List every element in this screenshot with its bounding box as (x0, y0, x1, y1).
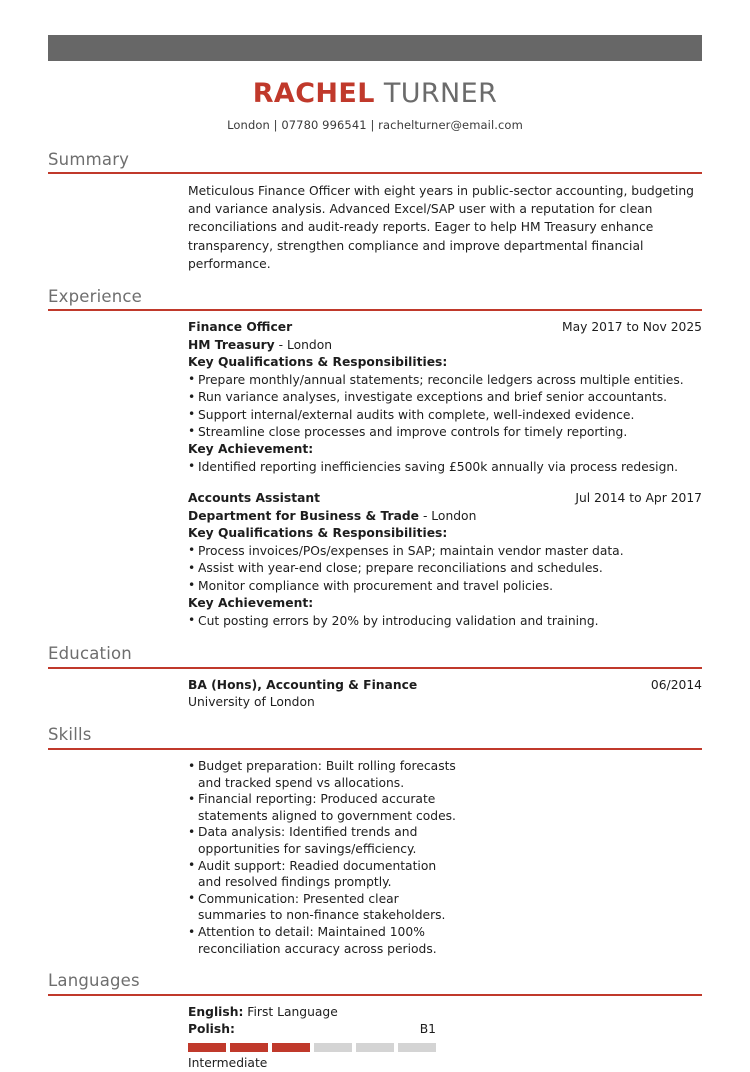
job-date: May 2017 to Nov 2025 (562, 320, 702, 335)
proficiency-segment (272, 1043, 310, 1052)
job-location: - London (419, 508, 477, 523)
experience-body (48, 311, 702, 630)
skill-item: • Budget preparation: Built rolling forecasts and tracked spend vs allocations. (188, 758, 456, 791)
language-name: Polish: (188, 1022, 235, 1037)
job-bullet: • Process invoices/POs/expenses in SAP; maintain vendor master data. (188, 543, 702, 560)
language-entry (188, 1004, 702, 1021)
section-education (48, 644, 702, 712)
full-name (48, 79, 702, 109)
job-title: Finance Officer (188, 320, 293, 335)
languages-body (48, 996, 702, 1072)
experience-entry (188, 319, 702, 476)
section-languages (48, 971, 702, 1072)
achievement-label: Key Achievement: (188, 596, 314, 611)
section-heading-languages: Languages (48, 971, 702, 996)
contact-line: London | 07780 996541 | rachelturner@email.com (227, 117, 523, 132)
achievement-label: Key Achievement: (188, 442, 314, 457)
skill-item: • Data analysis: Identified trends and opportunities for savings/efficiency. (188, 824, 456, 857)
job-location: - London (274, 337, 333, 352)
job-bullet: • Monitor compliance with procurement and travel policies. (188, 578, 702, 595)
language-proficiency-bar (188, 1043, 436, 1052)
job-title-row (188, 319, 702, 336)
section-heading-experience: Experience (48, 287, 702, 312)
education-degree: BA (Hons), Accounting & Finance (188, 677, 418, 692)
proficiency-segment (398, 1043, 436, 1052)
job-org-name: Department for Business & Trade (188, 508, 420, 523)
language-name-row (188, 1021, 436, 1038)
experience-entry (188, 490, 702, 630)
education-degree-row (188, 677, 702, 694)
education-school: University of London (188, 695, 315, 710)
job-organization (188, 337, 702, 354)
header-gray-band (48, 35, 702, 61)
last-name: TURNER (383, 78, 498, 109)
skill-item: • Financial reporting: Produced accurate statements aligned to government codes. (188, 791, 456, 824)
job-date: Jul 2014 to Apr 2017 (575, 491, 702, 506)
section-experience (48, 287, 702, 630)
first-name: RACHEL (252, 78, 375, 109)
resume-content (48, 0, 702, 1072)
job-bullets (188, 543, 702, 595)
proficiency-segment (188, 1043, 226, 1052)
language-entry (188, 1021, 702, 1072)
section-skills (48, 725, 702, 957)
job-achievements (188, 613, 702, 630)
qualifications-label: Key Qualifications & Responsibilities: (188, 526, 448, 541)
job-bullets (188, 372, 702, 442)
proficiency-segment (314, 1043, 352, 1052)
job-achievements (188, 459, 702, 476)
skill-item: • Attention to detail: Maintained 100% reconciliation accuracy across periods. (188, 924, 456, 957)
language-caption: Intermediate (188, 1055, 268, 1070)
section-summary (48, 150, 702, 273)
job-bullet: • Assist with year-end close; prepare reconciliations and schedules. (188, 560, 702, 577)
achievement-bullet: • Identified reporting inefficiencies saving £500k annually via process redesign. (188, 459, 702, 476)
education-body (48, 669, 702, 712)
achievement-bullet: • Cut posting errors by 20% by introducing validation and training. (188, 613, 702, 630)
proficiency-segment (356, 1043, 394, 1052)
language-value: First Language (243, 1004, 338, 1019)
qualifications-label: Key Qualifications & Responsibilities: (188, 355, 448, 370)
job-bullet: • Run variance analyses, investigate exceptions and brief senior accountants. (188, 389, 702, 406)
summary-body (48, 174, 702, 272)
job-title-row (188, 490, 702, 507)
summary-text: Meticulous Finance Officer with eight years in public-sector accounting, budgeting and variance analysis. Advanced Excel/SAP user with a reputation for clean reconciliations and audit-ready reports. Eager to help HM Treasury enhance transparency, strengthen compliance and improve departmental financial performance. (188, 184, 694, 271)
job-bullet: • Support internal/external audits with complete, well-indexed evidence. (188, 407, 702, 424)
education-entry (188, 677, 702, 712)
skill-item: • Audit support: Readied documentation and resolved findings promptly. (188, 858, 456, 891)
job-title: Accounts Assistant (188, 491, 321, 506)
skill-item: • Communication: Presented clear summaries to non-finance stakeholders. (188, 891, 456, 924)
section-heading-summary: Summary (48, 150, 702, 175)
proficiency-segment (230, 1043, 268, 1052)
job-bullet: • Streamline close processes and improve controls for timely reporting. (188, 424, 702, 441)
section-heading-education: Education (48, 644, 702, 669)
section-heading-skills: Skills (48, 725, 702, 750)
education-date: 06/2014 (650, 677, 702, 692)
language-level-code: B1 (419, 1022, 436, 1037)
job-bullet: • Prepare monthly/annual statements; reconcile ledgers across multiple entities. (188, 372, 702, 389)
skills-list (188, 758, 456, 957)
language-name: English: (188, 1004, 244, 1019)
name-header (48, 61, 702, 132)
job-org-name: HM Treasury (188, 337, 275, 352)
skills-body (48, 750, 702, 957)
job-organization (188, 508, 702, 525)
